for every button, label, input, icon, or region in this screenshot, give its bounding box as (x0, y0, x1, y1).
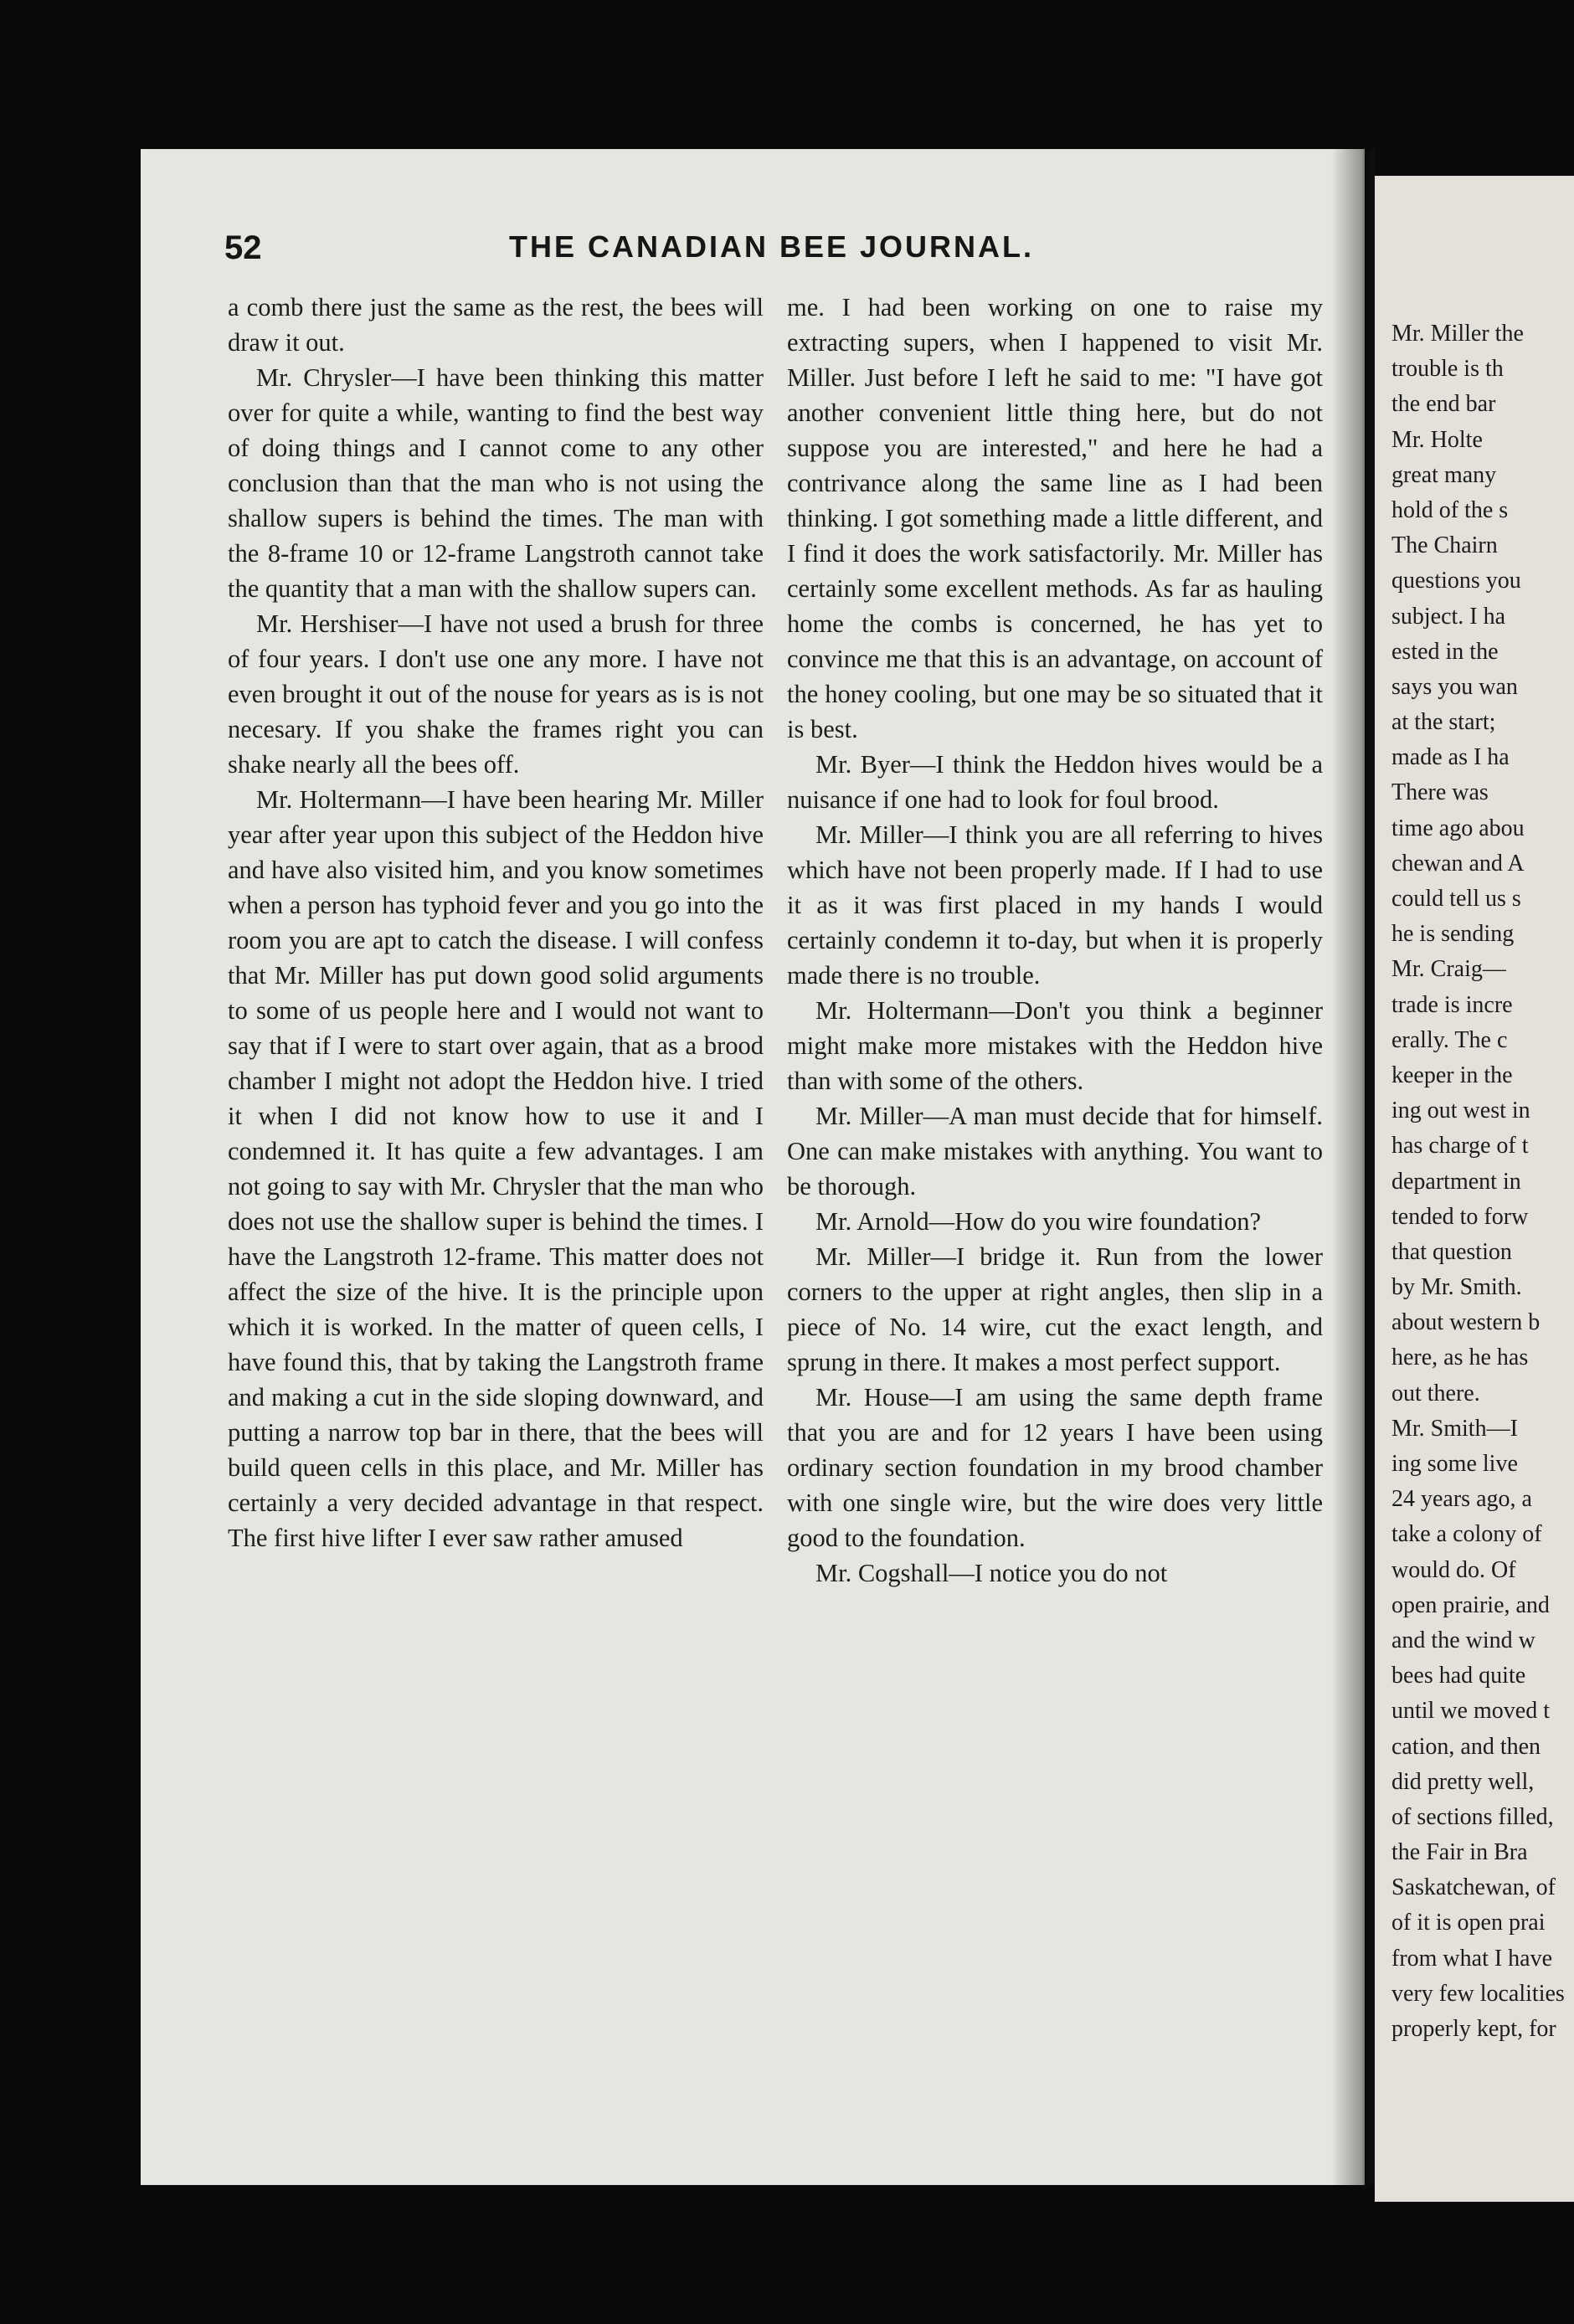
next-page-line: did pretty well, (1391, 1768, 1535, 1795)
next-page-edge (1375, 176, 1574, 2202)
paragraph: Mr. Holtermann—Don't you think a beginner might make more mistakes with the Heddon hive than with some of the others. (787, 996, 1323, 1095)
paragraph: Mr. Hershiser—I have not used a brush for three of four years. I don't use one any more. I have not even brought it out of the nouse for years as is is not necesary. If you shake the frames right you can shake nearly all the bees off. (228, 609, 764, 779)
paragraph: Mr. Chrysler—I have been thinking this matter over for quite a while, wanting to find the best way of doing things and I cannot come to any other conclusion than that the man who is not using the shallow supers is behind the times. The man with the 8-frame 10 or 12-frame Langstroth cannot take the quantity that a man with the shallow supers can. (228, 363, 764, 603)
next-page-line: questions you (1391, 568, 1521, 594)
next-page-line: Mr. Miller the (1391, 321, 1524, 347)
next-page-line: very few localities (1391, 1980, 1565, 2007)
next-page-line: at the start; (1391, 709, 1496, 736)
next-page-line: by Mr. Smith. (1391, 1274, 1522, 1301)
next-page-line: tended to forw (1391, 1203, 1529, 1230)
right-text-column (787, 290, 1323, 1591)
next-page-line: Mr. Smith—I (1391, 1415, 1518, 1442)
next-page-line: open prairie, and (1391, 1591, 1550, 1618)
next-page-line: Mr. Holte (1391, 426, 1483, 453)
next-page-line: 24 years ago, a (1391, 1486, 1532, 1513)
next-page-line: take a colony of (1391, 1521, 1542, 1548)
next-page-line: keeper in the (1391, 1062, 1513, 1088)
next-page-line: There was (1391, 779, 1489, 806)
paragraph: Mr. Miller—I think you are all referring to hives which have not been properly made. If I had to use it as it was first placed in my hands I would certainly condemn it to-day, but when it is properly made there is no trouble. (787, 820, 1323, 990)
next-page-line: erally. The c (1391, 1026, 1508, 1053)
next-page-text-fragment (1391, 316, 1574, 2047)
next-page-line: subject. I ha (1391, 603, 1506, 630)
next-page-line: until we moved t (1391, 1698, 1550, 1725)
page-number: 52 (224, 229, 262, 266)
next-page-line: of sections filled, (1391, 1803, 1554, 1830)
journal-title: THE CANADIAN BEE JOURNAL. (509, 229, 1035, 264)
next-page-line: Saskatchewan, of (1391, 1874, 1556, 1901)
next-page-line: great many (1391, 461, 1497, 488)
next-page-line: ing some live (1391, 1451, 1518, 1477)
paragraph: Mr. Miller—I bridge it. Run from the lower corners to the upper at right angles, then slip in a piece of No. 14 wire, cut the exact length, and sprung in there. It makes a most perfect support. (787, 1242, 1323, 1376)
next-page-line: from what I have (1391, 1945, 1553, 1972)
next-page-line: could tell us s (1391, 886, 1521, 912)
next-page-line: bees had quite (1391, 1663, 1526, 1689)
next-page-line: Mr. Craig— (1391, 956, 1506, 983)
next-page-line: about western b (1391, 1309, 1541, 1336)
next-page-line: has charge of t (1391, 1133, 1529, 1159)
book-gutter (1331, 149, 1375, 2185)
next-page-line: and the wind w (1391, 1627, 1535, 1653)
next-page-line: of it is open prai (1391, 1910, 1546, 1936)
next-page-line: he is sending (1391, 921, 1515, 948)
paragraph: me. I had been working on one to raise my extracting supers, when I happened to visit Mr. Miller. Just before I left he said to me: "I have got another convenient little thing here, but do not suppose you are interested," and here he had a contrivance along the same line as I had been thinking. I got something made a little different, and I find it does the work satisfactorily. Mr. Miller has certainly some excellent methods. As far as hauling home the combs is concerned, he has yet to convince me that this is an advantage, on account of the honey cooling, but one may be so situated that it is best. (787, 293, 1323, 743)
next-page-line: time ago abou (1391, 815, 1525, 841)
paragraph: Mr. Miller—A man must decide that for himself. One can make mistakes with anything. You want to be thorough. (787, 1102, 1323, 1201)
paragraph: Mr. Arnold—How do you wire foundation? (815, 1207, 1261, 1236)
next-page-line: that question (1391, 1238, 1512, 1265)
next-page-line: The Chairn (1391, 532, 1498, 559)
left-text-column (228, 290, 764, 1555)
paragraph: a comb there just the same as the rest, the bees will draw it out. (228, 293, 764, 357)
next-page-line: chewan and A (1391, 850, 1525, 877)
next-page-line: cation, and then (1391, 1733, 1541, 1760)
next-page-line: out there. (1391, 1380, 1480, 1406)
next-page-line: says you wan (1391, 673, 1518, 700)
next-page-line: the Fair in Bra (1391, 1839, 1528, 1866)
next-page-line: ested in the (1391, 638, 1499, 665)
paragraph: Mr. Byer—I think the Heddon hives would be a nuisance if one had to look for foul brood. (787, 750, 1323, 814)
next-page-line: department in (1391, 1168, 1521, 1195)
next-page-line: ing out west in (1391, 1098, 1530, 1124)
paragraph: Mr. House—I am using the same depth frame that you are and for 12 years I have been using ordinary section foundation in my brood chamber with one single wire, but the wire does very little good to the foundation. (787, 1383, 1323, 1552)
paragraph: Mr. Cogshall—I notice you do not (815, 1559, 1168, 1587)
next-page-line: properly kept, for (1391, 2016, 1556, 2042)
next-page-line: here, as he has (1391, 1345, 1529, 1371)
left-page (141, 149, 1365, 2185)
next-page-line: made as I ha (1391, 744, 1510, 771)
next-page-line: trouble is th (1391, 356, 1504, 383)
next-page-line: hold of the s (1391, 496, 1509, 523)
paragraph: Mr. Holtermann—I have been hearing Mr. Miller year after year upon this subject of the Heddon hive and have also visited him, and you know sometimes when a person has typhoid fever and you go into the room you are apt to catch the disease. I will confess that Mr. Miller has put down good solid arguments to some of us people here and I would not want to say that if I were to start over again, that as a brood chamber I might not adopt the Heddon hive. I tried it when I did not know how to use it and I condemned it. It has quite a few advantages. I am not going to say with Mr. Chrysler that the man who does not use the shallow super is behind the times. I have the Langstroth 12-frame. This matter does not affect the size of the hive. It is the principle upon which it is worked. In the matter of queen cells, I have found this, that by taking the Langstroth frame and making a cut in the side sloping downward, and putting a narrow top bar in there, that the bees will build queen cells in this place, and Mr. Miller has certainly a very decided advantage in that respect. The first hive lifter I ever saw rather amused (228, 785, 764, 1552)
next-page-line: trade is incre (1391, 991, 1513, 1018)
next-page-line: the end bar (1391, 391, 1496, 418)
next-page-line: would do. Of (1391, 1556, 1516, 1583)
